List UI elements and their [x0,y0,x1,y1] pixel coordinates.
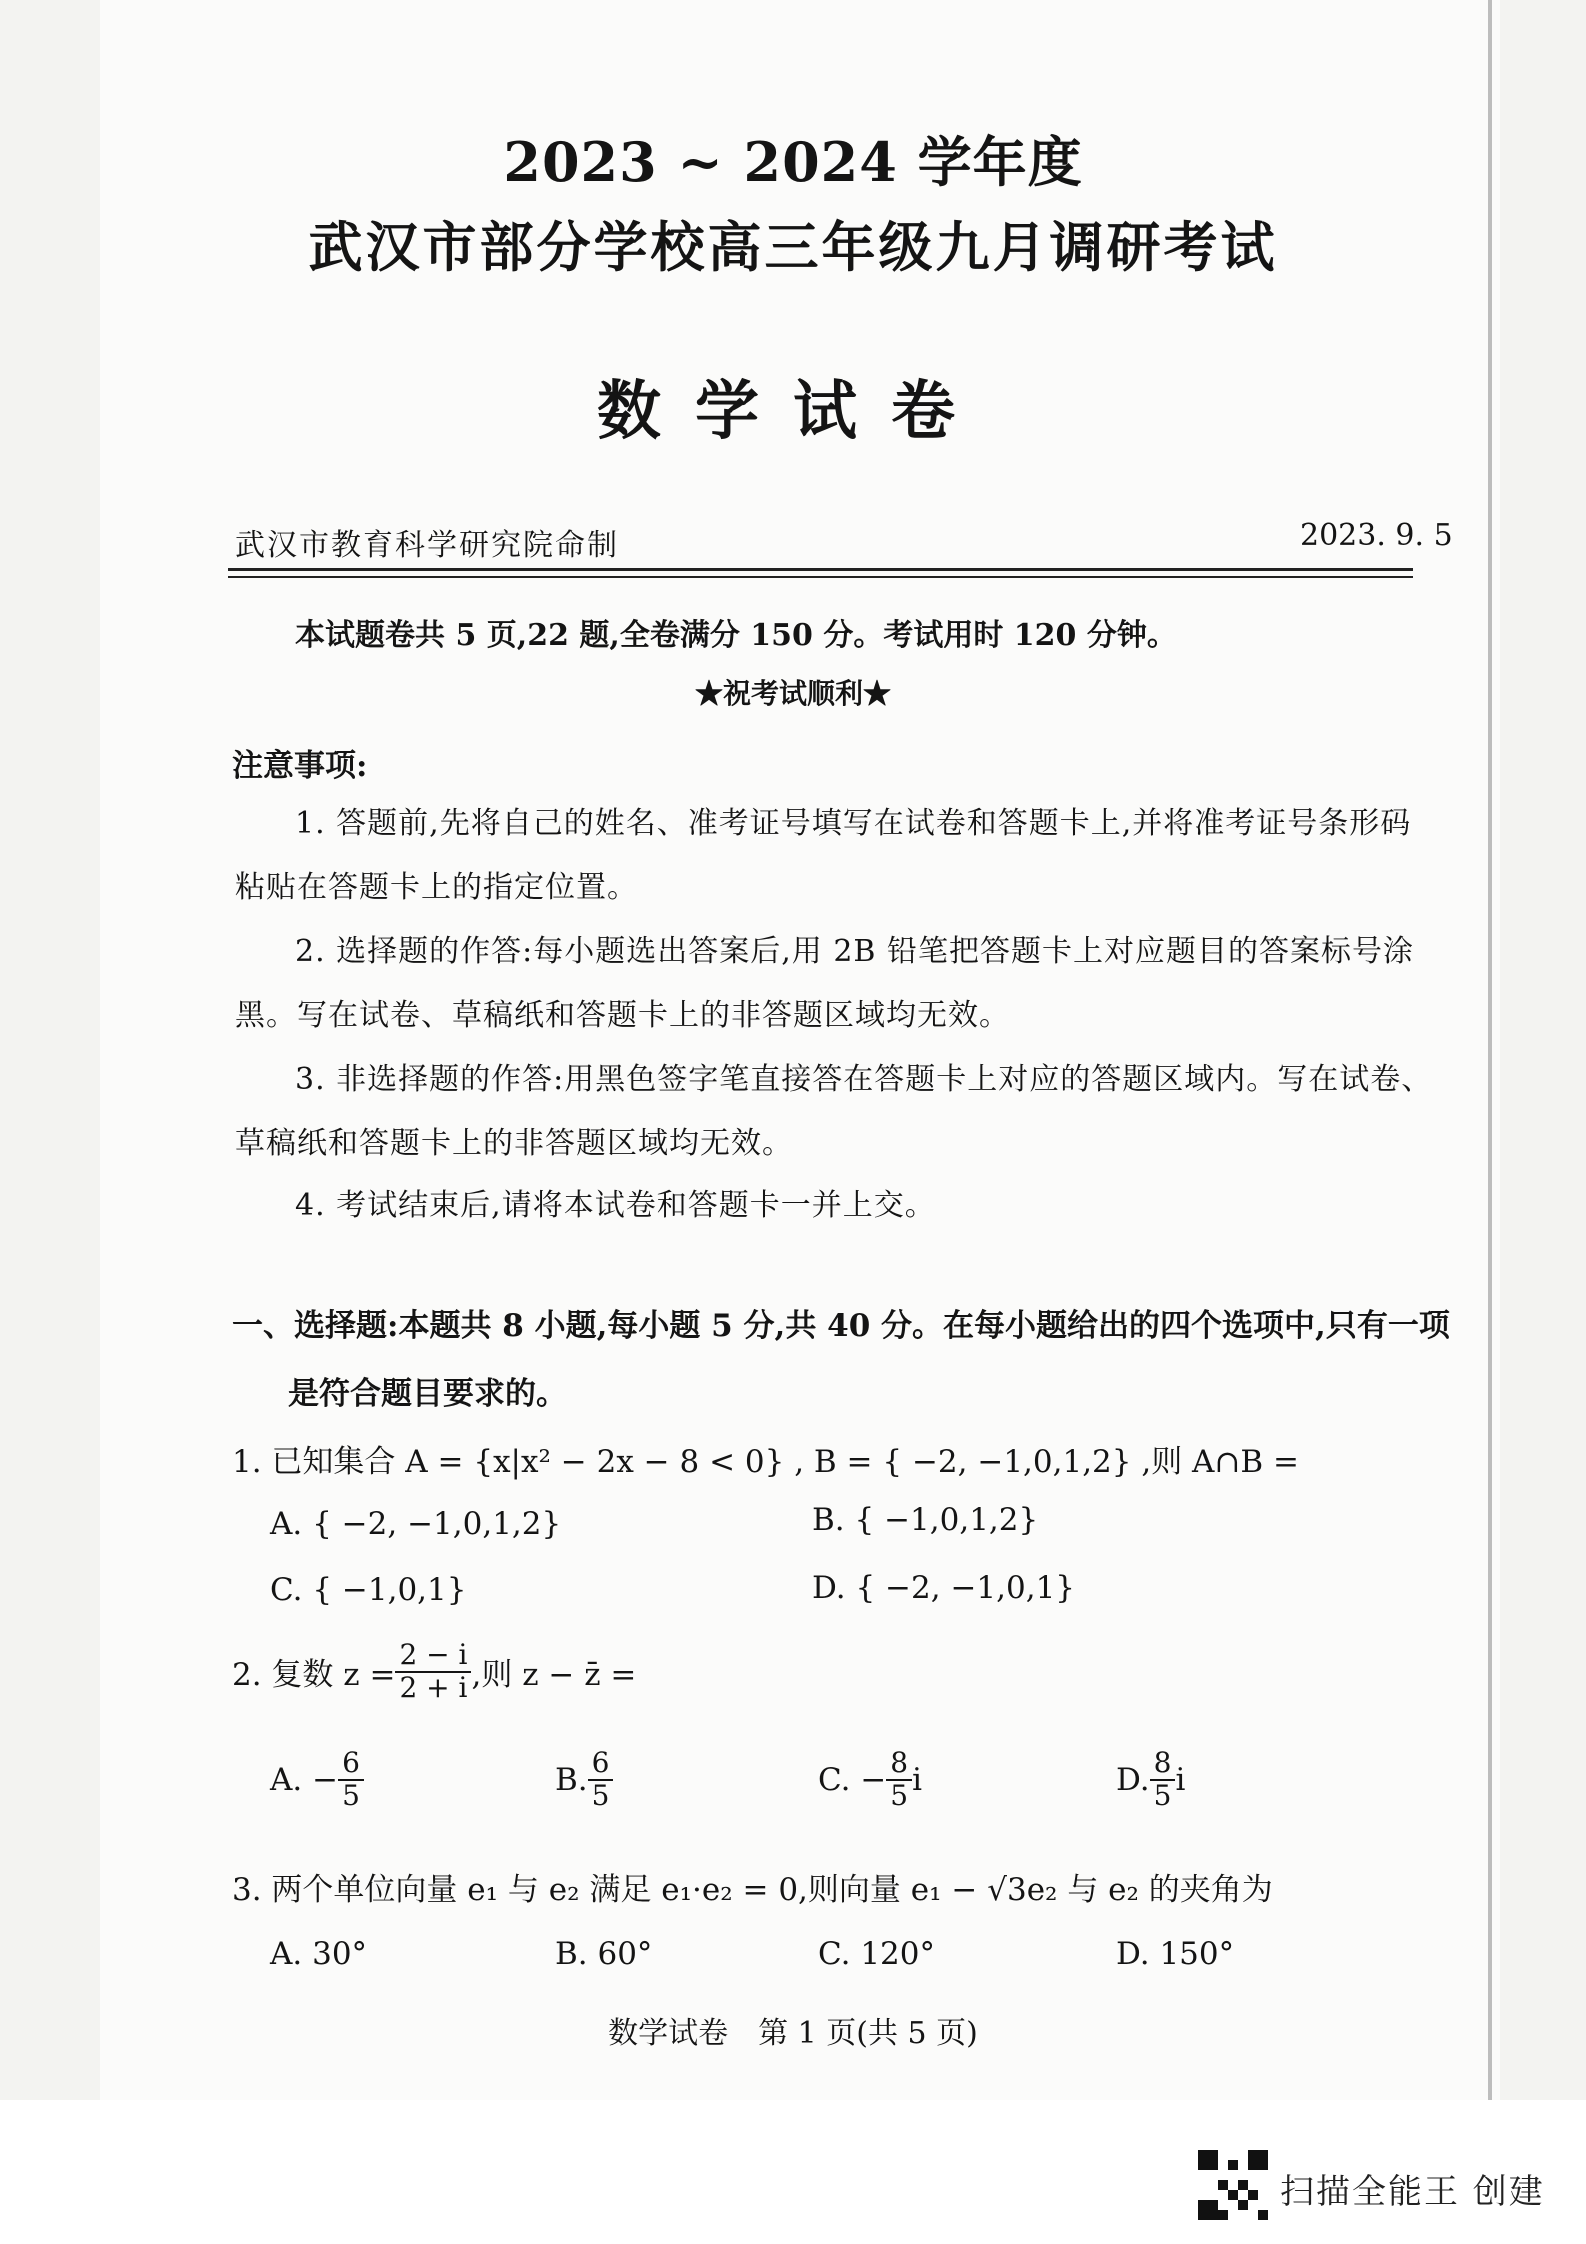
q3-option-c: C. 120° [818,1936,935,1972]
q3-option-b: B. 60° [555,1936,653,1972]
subject-title: 数学试卷 [597,374,989,449]
intro-text: 本试题卷共 5 页,22 题,全卷满分 150 分。考试用时 120 分钟。 [295,618,1177,653]
q2-b-den: 5 [591,1778,610,1812]
year-title: 2023 ~ 2024 学年度 [503,130,1083,194]
q1-option-b: B. { −1,0,1,2} [812,1502,1039,1538]
q2-b-label: B. [555,1761,588,1798]
scanner-watermark: 扫描全能王 创建 [1280,2172,1545,2212]
q2-option-c [818,1748,922,1812]
good-luck-text: ★祝考试顺利★ [694,677,891,710]
q2-option-a [270,1748,364,1812]
q2-a-num: 6 [338,1748,364,1781]
q2-d-fraction [1150,1748,1176,1812]
section-heading: 一、选择题:本题共 8 小题,每小题 5 分,共 40 分。在每小题给出的四个选项中,只有一项 [232,1308,1450,1344]
q1-option-a: A. { −2, −1,0,1,2} [270,1506,562,1542]
notice-item-4: 4. 考试结束后,请将本试卷和答题卡一并上交。 [295,1188,936,1223]
q1-option-c: C. { −1,0,1} [270,1572,467,1608]
q2-a-fraction [338,1748,364,1812]
question-1-stem: 1. 已知集合 A = {x|x² − 2x − 8 < 0} , B = { −2, −1,0,1,2} ,则 A∩B = [232,1444,1300,1480]
notice-item-2-cont: 黑。写在试卷、草稿纸和答题卡上的非答题区域均无效。 [235,998,1010,1033]
q2-c-fraction [886,1748,912,1812]
q2-c-den: 5 [890,1778,909,1812]
q2-stem-suffix: ,则 z − z̄ = [471,1657,637,1694]
header-rule-top [228,568,1413,571]
exam-title: 武汉市部分学校高三年级九月调研考试 [308,215,1278,279]
page-footer: 数学试卷 第 1 页(共 5 页) [608,2016,978,2051]
section-heading-cont: 是符合题目要求的。 [288,1376,567,1412]
q2-stem-prefix: 2. 复数 z = [232,1657,396,1694]
q2-d-label: D. [1116,1761,1150,1798]
header-rule-bottom [228,576,1413,578]
q2-fraction-numerator: 2 − i [395,1640,471,1673]
q2-fraction-denominator: 2 + i [399,1670,468,1704]
q1-option-d: D. { −2, −1,0,1} [812,1570,1076,1606]
notice-item-2: 2. 选择题的作答:每小题选出答案后,用 2B 铅笔把答题卡上对应题目的答案标号涂 [295,934,1415,969]
issuer: 武汉市教育科学研究院命制 [235,528,619,563]
q2-option-b [555,1748,613,1812]
q2-a-label: A. − [270,1761,339,1798]
q2-b-fraction [588,1748,614,1812]
q2-c-num: 8 [886,1748,912,1781]
q2-c-imag: i [912,1761,923,1798]
q2-a-den: 5 [342,1778,360,1812]
question-2-stem [232,1640,636,1704]
notice-item-3: 3. 非选择题的作答:用黑色签字笔直接答在答题卡上对应的答题区域内。写在试卷、 [295,1062,1433,1097]
notice-item-1-cont: 粘贴在答题卡上的指定位置。 [235,870,638,905]
scan-edge [1488,0,1492,2100]
q2-d-imag: i [1175,1761,1186,1798]
notice-item-3-cont: 草稿纸和答题卡上的非答题区域均无效。 [235,1126,793,1161]
question-3-stem: 3. 两个单位向量 e₁ 与 e₂ 满足 e₁·e₂ = 0,则向量 e₁ − √3e₂ 与 e₂ 的夹角为 [232,1872,1273,1908]
notice-heading: 注意事项: [232,748,368,784]
qr-code-icon [1198,2150,1268,2220]
q3-option-d: D. 150° [1116,1936,1235,1972]
q2-option-d [1116,1748,1185,1812]
exam-date: 2023. 9. 5 [1300,518,1453,553]
notice-item-1: 1. 答题前,先将自己的姓名、准考证号填写在试卷和答题卡上,并将准考证号条形码 [295,806,1412,841]
q2-fraction [395,1640,471,1704]
q3-option-a: A. 30° [270,1936,368,1972]
q2-b-num: 6 [588,1748,614,1781]
q2-d-num: 8 [1150,1748,1176,1781]
q2-c-label: C. − [818,1761,887,1798]
q2-d-den: 5 [1153,1778,1172,1812]
